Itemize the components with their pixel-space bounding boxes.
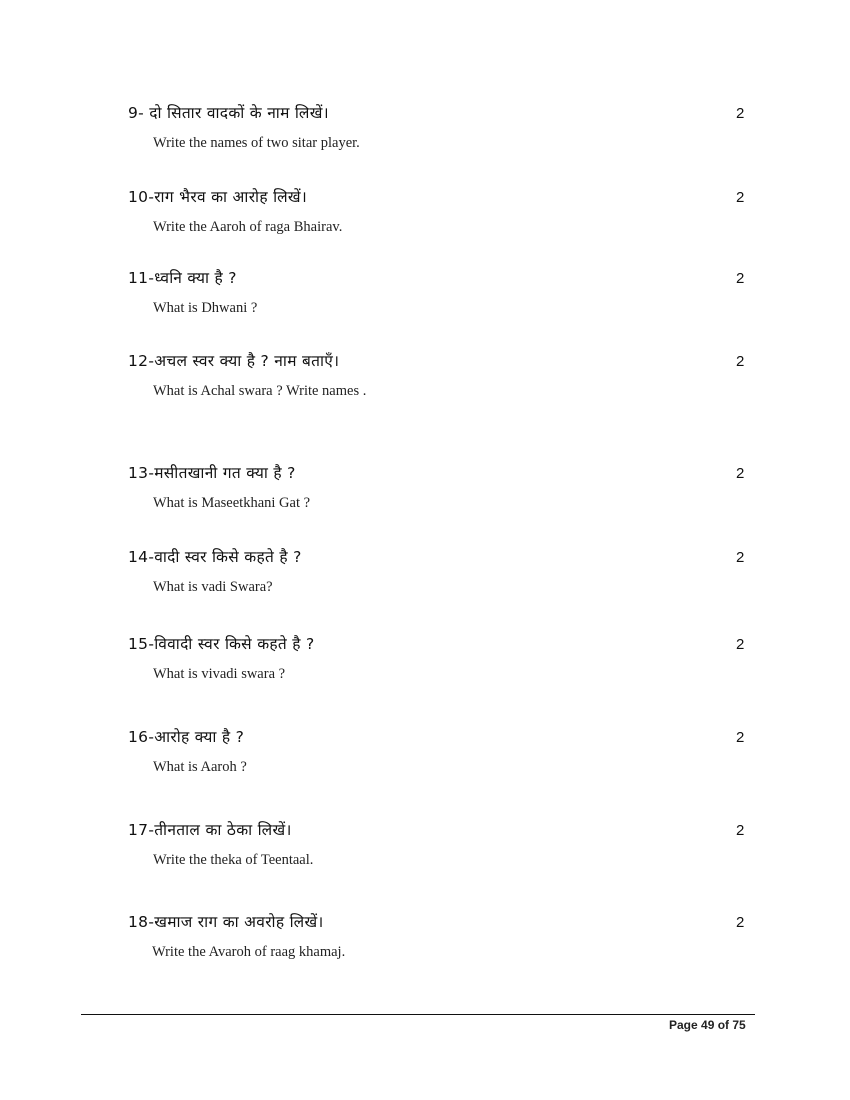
question-marks: 2 xyxy=(736,465,745,482)
question-english-text: Write the theka of Teentaal. xyxy=(153,852,314,868)
question-marks: 2 xyxy=(736,189,745,206)
question-english-text: What is Dhwani ? xyxy=(153,300,258,316)
question-english-text: What is vivadi swara ? xyxy=(153,666,286,682)
question-hindi-text: 18-खमाज राग का अवरोह लिखें। xyxy=(128,913,324,931)
question-12 xyxy=(0,350,850,410)
question-hindi-text: 15-विवादी स्वर किसे कहते है ? xyxy=(128,635,315,653)
question-english-text: Write the names of two sitar player. xyxy=(153,135,360,151)
question-hindi-text: 9- दो सितार वादकों के नाम लिखें। xyxy=(128,104,329,122)
question-9 xyxy=(0,102,850,162)
question-marks: 2 xyxy=(736,105,745,122)
question-hindi-text: 10-राग भैरव का आरोह लिखें। xyxy=(128,188,308,206)
question-english-text: What is Maseetkhani Gat ? xyxy=(153,495,311,511)
question-17 xyxy=(0,819,850,879)
question-marks: 2 xyxy=(736,914,745,931)
question-18 xyxy=(0,911,850,971)
question-13 xyxy=(0,462,850,522)
question-english-text: Write the Avaroh of raag khamaj. xyxy=(152,944,346,960)
question-marks: 2 xyxy=(736,729,745,746)
footer-divider xyxy=(81,1014,755,1015)
question-marks: 2 xyxy=(736,549,745,566)
question-marks: 2 xyxy=(736,636,745,653)
question-hindi-text: 14-वादी स्वर किसे कहते है ? xyxy=(128,548,302,566)
question-marks: 2 xyxy=(736,270,745,287)
question-hindi-text: 12-अचल स्वर क्या है ? नाम बताएँ। xyxy=(128,352,340,370)
question-15 xyxy=(0,633,850,693)
question-english-text: Write the Aaroh of raga Bhairav. xyxy=(153,219,343,235)
question-10 xyxy=(0,186,850,246)
question-english-text: What is vadi Swara? xyxy=(153,579,273,595)
question-11 xyxy=(0,267,850,327)
question-16 xyxy=(0,726,850,786)
question-english-text: What is Aaroh ? xyxy=(153,759,247,775)
page-number: Page 49 of 75 xyxy=(669,1018,746,1032)
question-14 xyxy=(0,546,850,606)
question-hindi-text: 11-ध्वनि क्या है ? xyxy=(128,269,237,287)
question-hindi-text: 13-मसीतखानी गत क्या है ? xyxy=(128,464,296,482)
question-marks: 2 xyxy=(736,822,745,839)
question-marks: 2 xyxy=(736,353,745,370)
question-hindi-text: 16-आरोह क्या है ? xyxy=(128,728,245,746)
question-hindi-text: 17-तीनताल का ठेका लिखें। xyxy=(128,821,292,839)
question-english-text: What is Achal swara ? Write names . xyxy=(153,383,367,399)
